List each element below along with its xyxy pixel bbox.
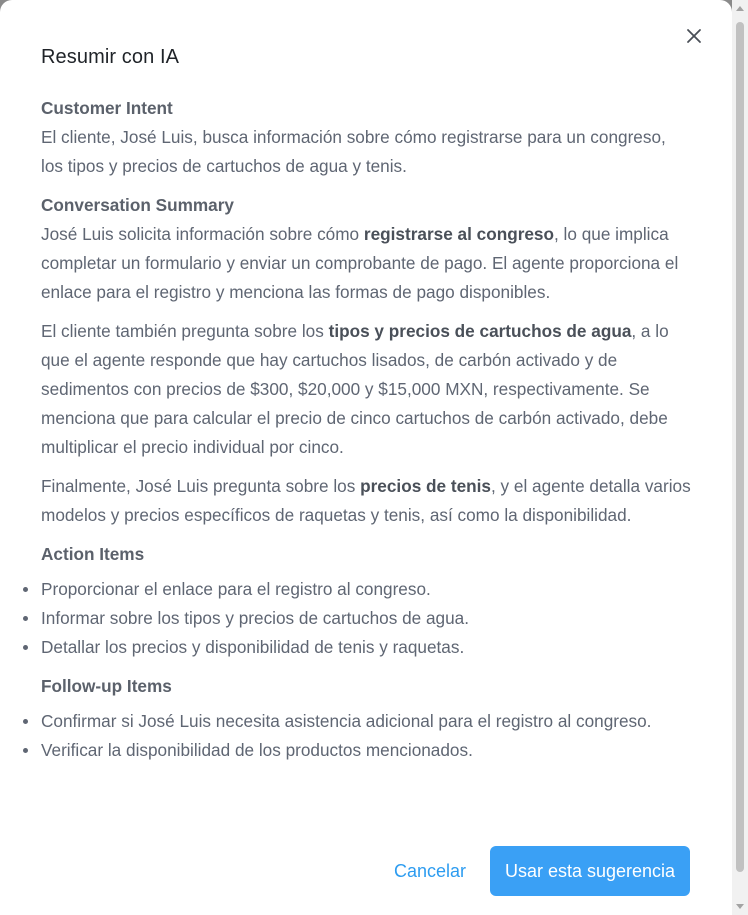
scrollbar[interactable] (732, 0, 748, 915)
customer-intent-text: El cliente, José Luis, busca información sobre cómo registrarse para un congreso, los tipos y precios de cartuchos de agua y tenis. (41, 127, 666, 176)
emphasis-text: registrarse al congreso (363, 224, 554, 244)
summary-body (41, 94, 692, 765)
summary-paragraph-1: José Luis solicita información sobre cómo registrarse al congreso, lo que implica completar un formulario y enviar un comprobante de pago. El agente proporciona el enlace para el registro y menciona las formas de pago disponibles. (41, 224, 679, 302)
list-item: Proporcionar el enlace para el registro al congreso. (41, 575, 692, 604)
list-item: Informar sobre los tipos y precios de cartuchos de agua. (41, 604, 692, 633)
modal-footer (394, 846, 690, 896)
cancel-button[interactable]: Cancelar (394, 861, 490, 882)
scrollbar-thumb[interactable] (736, 22, 744, 872)
scroll-down-arrow-icon[interactable] (736, 904, 744, 909)
use-suggestion-button[interactable]: Usar esta sugerencia (490, 846, 690, 896)
summary-paragraph-2: El cliente también pregunta sobre los tipos y precios de cartuchos de agua, a lo que el agente responde que hay cartuchos lisados, de carbón activado y de sedimentos con precios de $300, $20,000 y $15,000 MXN, respectivamente. Se menciona que para calcular el precio de cinco cartuchos de carbón activado, debe multiplicar el precio individual por cinco. (41, 321, 669, 457)
scroll-up-arrow-icon[interactable] (736, 6, 744, 11)
follow-up-items-list (41, 707, 692, 765)
summary-paragraph-3: Finalmente, José Luis pregunta sobre los precios de tenis, y el agente detalla varios modelos y precios específicos de raquetas y tenis, así como la disponibilidad. (41, 476, 691, 525)
emphasis-text: tipos y precios de cartuchos de agua (328, 321, 632, 341)
conversation-summary-heading: Conversation Summary (41, 195, 234, 215)
follow-up-items-heading: Follow-up Items (41, 676, 172, 696)
list-item: Verificar la disponibilidad de los productos mencionados. (41, 736, 692, 765)
close-icon[interactable] (684, 26, 704, 46)
action-items-list (41, 575, 692, 662)
list-item: Detallar los precios y disponibilidad de tenis y raquetas. (41, 633, 692, 662)
customer-intent-heading: Customer Intent (41, 98, 173, 118)
emphasis-text: precios de tenis (360, 476, 491, 496)
list-item: Confirmar si José Luis necesita asistencia adicional para el registro al congreso. (41, 707, 692, 736)
action-items-heading: Action Items (41, 544, 145, 564)
modal-title: Resumir con IA (41, 46, 180, 68)
